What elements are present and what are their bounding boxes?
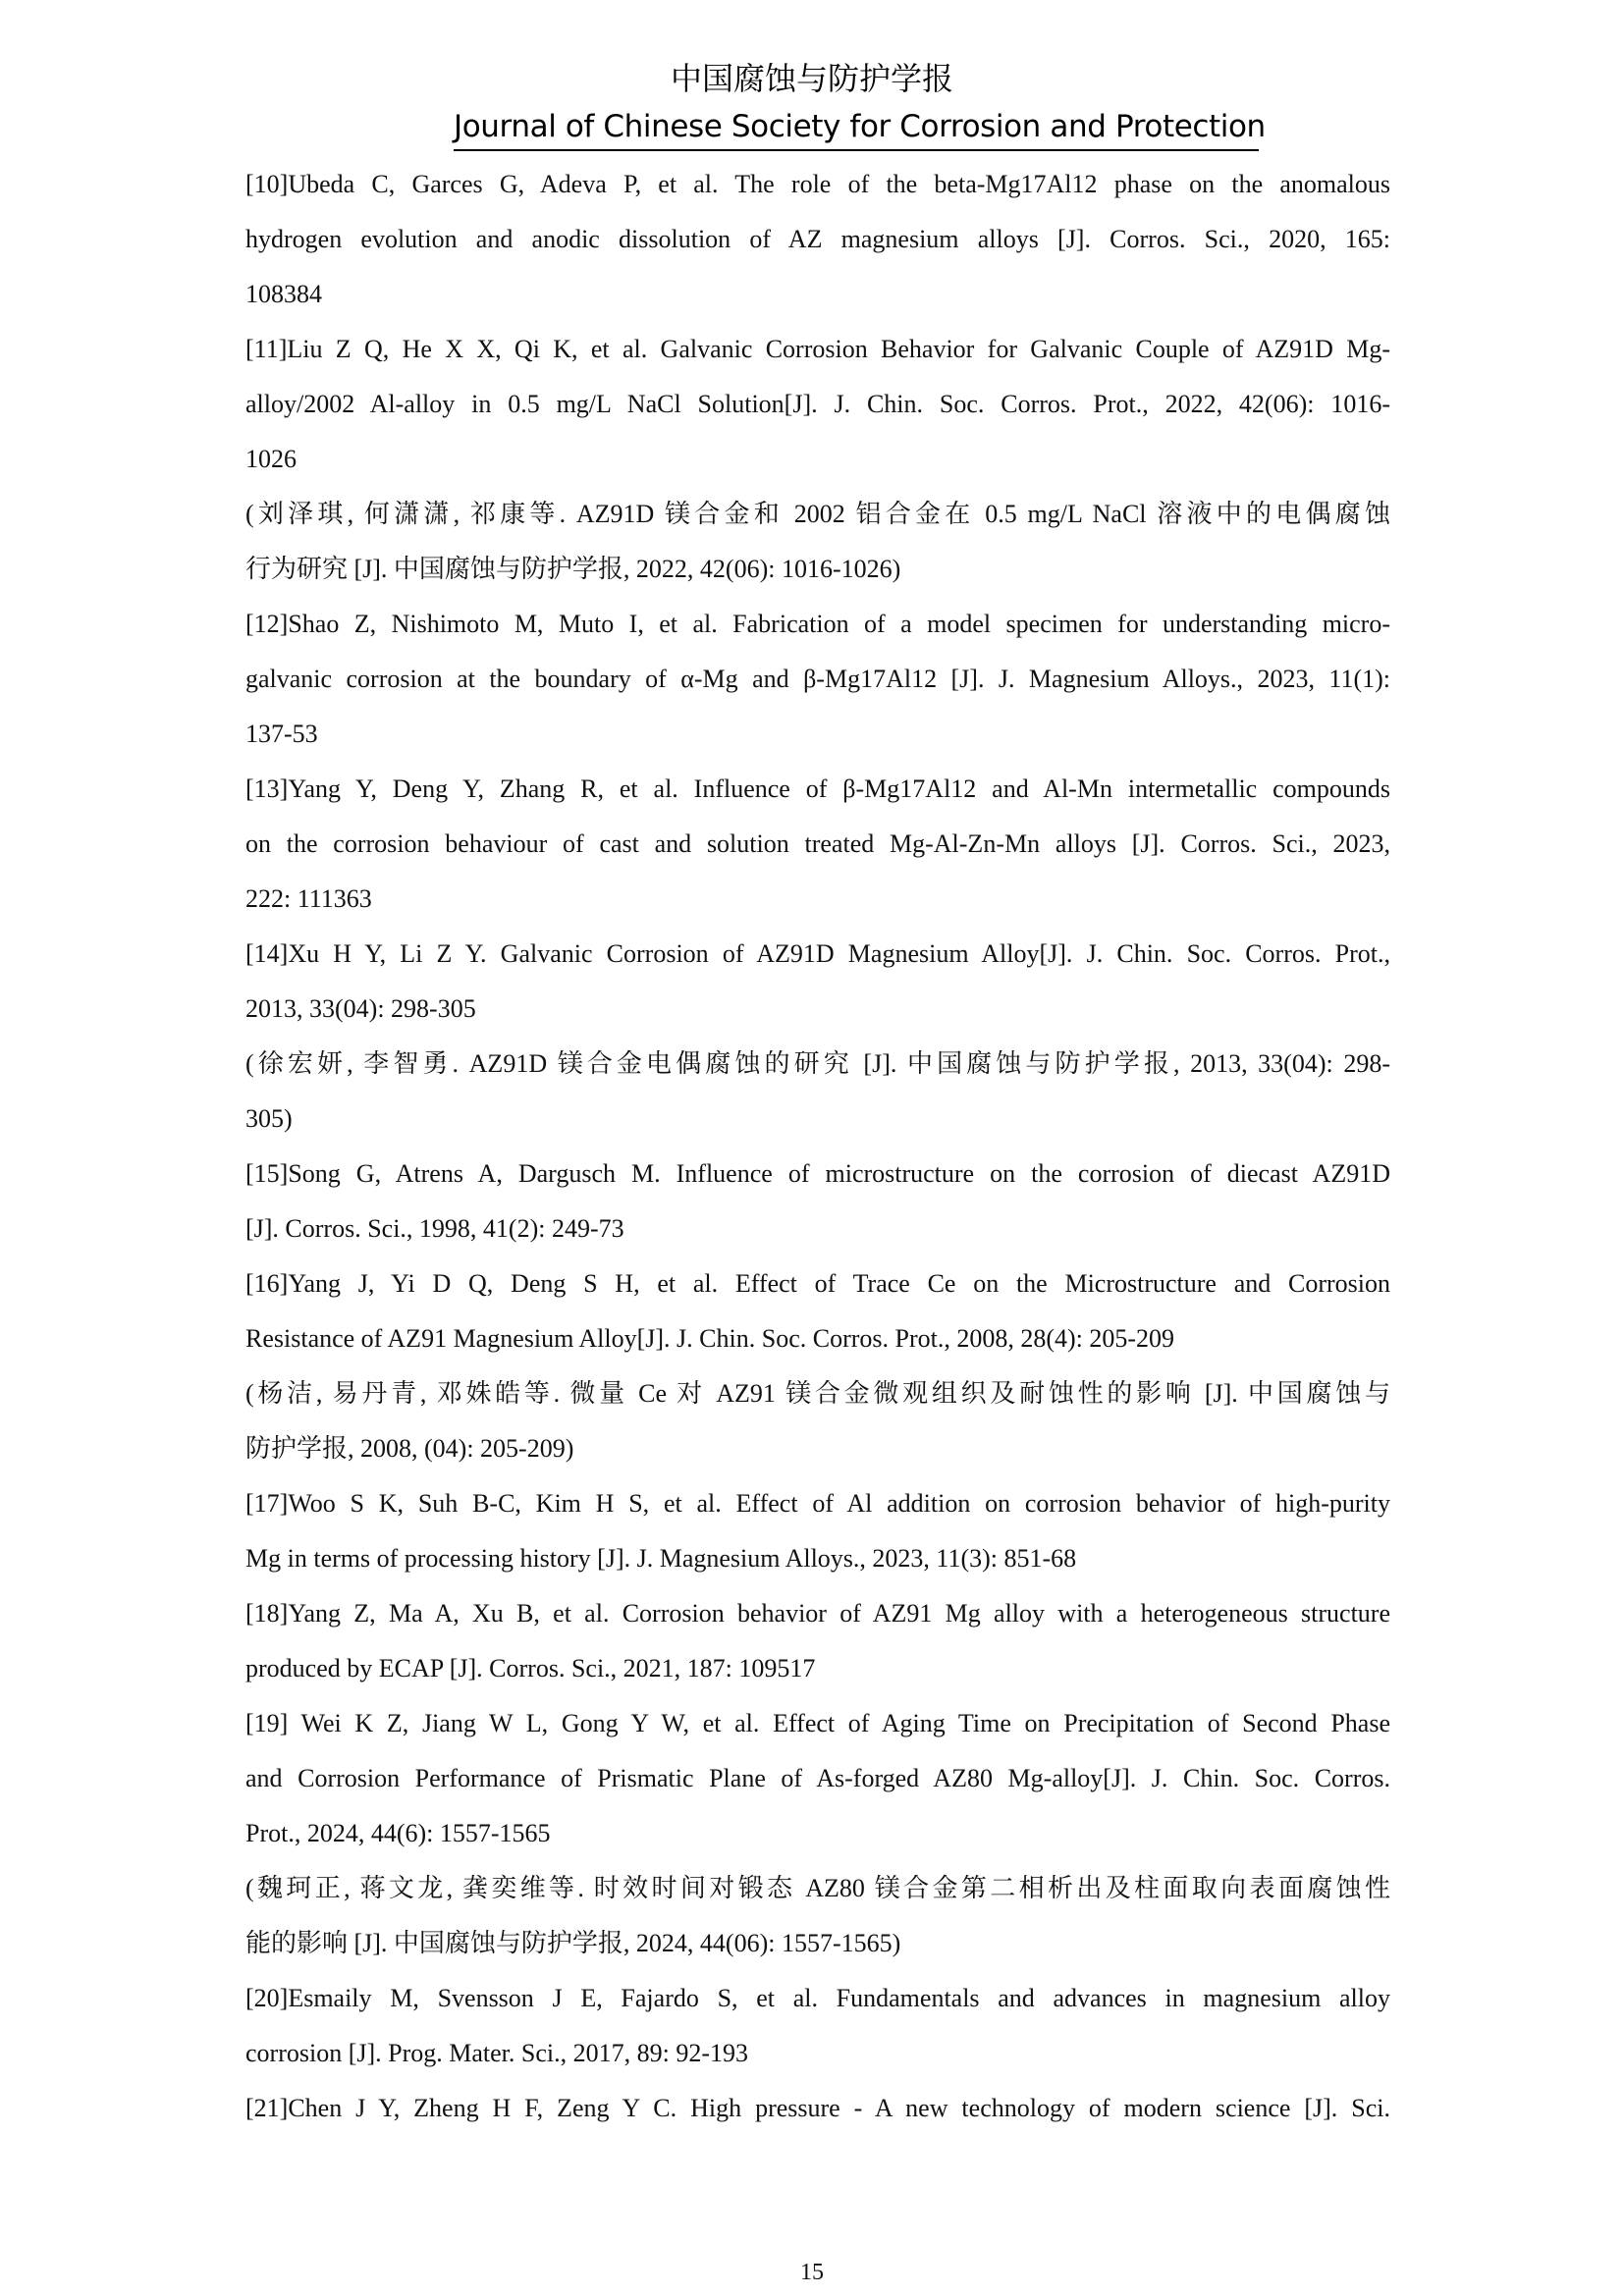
reference-item <box>245 1586 1390 1696</box>
reference-line: [21]Chen J Y, Zheng H F, Zeng Y C. High pressure - A new technology of modern science [J]. Sci. <box>245 2094 1390 2122</box>
reference-item <box>245 1696 1390 1971</box>
reference-line: [13]Yang Y, Deng Y, Zhang R, et al. Influence of β-Mg17Al12 and Al-Mn intermetallic compounds <box>245 774 1390 803</box>
reference-item <box>245 762 1390 927</box>
reference-item <box>245 597 1390 762</box>
reference-line: Mg in terms of processing history [J]. J. Magnesium Alloys., 2023, 11(3): 851-68 <box>245 1544 1077 1573</box>
reference-line: 能的影响 [J]. 中国腐蚀与防护学报, 2024, 44(06): 1557-1565) <box>245 1929 901 1957</box>
reference-line: [17]Woo S K, Suh B-C, Kim H S, et al. Effect of Al addition on corrosion behavior of high-purity <box>245 1489 1390 1518</box>
reference-line: 行为研究 [J]. 中国腐蚀与防护学报, 2022, 42(06): 1016-1026) <box>245 555 901 583</box>
reference-line-chinese: (杨洁, 易丹青, 邓姝皓等. 微量 Ce 对 AZ91 镁合金微观组织及耐蚀性的影响 [J]. 中国腐蚀与 <box>245 1379 1390 1408</box>
reference-line: alloy/2002 Al-alloy in 0.5 mg/L NaCl Solution[J]. J. Chin. Soc. Corros. Prot., 2022, 42(06): 1016- <box>245 390 1390 418</box>
reference-line-chinese: (刘泽琪, 何潇潇, 祁康等. AZ91D 镁合金和 2002 铝合金在 0.5 mg/L NaCl 溶液中的电偶腐蚀 <box>245 500 1390 528</box>
reference-item <box>245 927 1390 1147</box>
reference-line: and Corrosion Performance of Prismatic Plane of As-forged AZ80 Mg-alloy[J]. J. Chin. Soc. Corros. <box>245 1764 1390 1792</box>
reference-line: 108384 <box>245 280 322 308</box>
reference-line: [19] Wei K Z, Jiang W L, Gong Y W, et al. Effect of Aging Time on Precipitation of Second Phase <box>245 1709 1390 1737</box>
reference-item <box>245 1971 1390 2081</box>
page-number: 15 <box>800 2260 824 2285</box>
reference-line: [12]Shao Z, Nishimoto M, Muto I, et al. Fabrication of a model specimen for understanding micro- <box>245 610 1390 638</box>
journal-header <box>0 57 1624 144</box>
reference-item <box>245 1476 1390 1586</box>
reference-line: [11]Liu Z Q, He X X, Qi K, et al. Galvanic Corrosion Behavior for Galvanic Couple of AZ91D Mg- <box>245 335 1390 363</box>
reference-line-chinese: (魏珂正, 蒋文龙, 龚奕维等. 时效时间对锻态 AZ80 镁合金第二相析出及柱面取向表面腐蚀性 <box>245 1874 1390 1902</box>
reference-line-chinese: (徐宏妍, 李智勇. AZ91D 镁合金电偶腐蚀的研究 [J]. 中国腐蚀与防护学报, 2013, 33(04): 298- <box>245 1049 1390 1078</box>
reference-line: on the corrosion behaviour of cast and solution treated Mg-Al-Zn-Mn alloys [J]. Corros. Sci., 2023, <box>245 829 1390 858</box>
reference-line: [15]Song G, Atrens A, Dargusch M. Influence of microstructure on the corrosion of diecast AZ91D <box>245 1159 1390 1188</box>
reference-line: [J]. Corros. Sci., 1998, 41(2): 249-73 <box>245 1214 624 1243</box>
reference-line: produced by ECAP [J]. Corros. Sci., 2021, 187: 109517 <box>245 1654 816 1682</box>
reference-line: [10]Ubeda C, Garces G, Adeva P, et al. The role of the beta-Mg17Al12 phase on the anomalous <box>245 170 1390 198</box>
reference-line: Resistance of AZ91 Magnesium Alloy[J]. J. Chin. Soc. Corros. Prot., 2008, 28(4): 205-209 <box>245 1324 1175 1353</box>
reference-line: 2013, 33(04): 298-305 <box>245 994 476 1023</box>
reference-line: [14]Xu H Y, Li Z Y. Galvanic Corrosion of AZ91D Magnesium Alloy[J]. J. Chin. Soc. Corros. Prot., <box>245 939 1390 968</box>
reference-line: [20]Esmaily M, Svensson J E, Fajardo S, et al. Fundamentals and advances in magnesium alloy <box>245 1984 1390 2012</box>
reference-line: 222: 111363 <box>245 884 372 913</box>
reference-line: galvanic corrosion at the boundary of α-Mg and β-Mg17Al12 [J]. J. Magnesium Alloys., 2023, 11(1): <box>245 665 1390 693</box>
reference-line: [16]Yang J, Yi D Q, Deng S H, et al. Effect of Trace Ce on the Microstructure and Corrosion <box>245 1269 1390 1298</box>
journal-title-chinese: 中国腐蚀与防护学报 <box>670 60 953 97</box>
journal-title-english: Journal of Chinese Society for Corrosion and Protection <box>454 109 1266 144</box>
reference-line: 1026 <box>245 445 297 473</box>
reference-line: 305) <box>245 1104 293 1133</box>
journal-title-english-underline <box>454 104 1266 151</box>
reference-line: [18]Yang Z, Ma A, Xu B, et al. Corrosion behavior of AZ91 Mg alloy with a heterogeneous structure <box>245 1599 1390 1628</box>
reference-item <box>245 2081 1390 2136</box>
reference-item <box>245 1147 1390 1256</box>
reference-line: hydrogen evolution and anodic dissolution of AZ magnesium alloys [J]. Corros. Sci., 2020, 165: <box>245 225 1390 253</box>
reference-line: Prot., 2024, 44(6): 1557-1565 <box>245 1819 551 1847</box>
reference-line: 137-53 <box>245 720 318 748</box>
reference-line: corrosion [J]. Prog. Mater. Sci., 2017, 89: 92-193 <box>245 2039 749 2067</box>
reference-list <box>245 157 1390 2136</box>
reference-item <box>245 1256 1390 1476</box>
reference-item <box>245 322 1390 597</box>
reference-item <box>245 157 1390 322</box>
reference-line: 防护学报, 2008, (04): 205-209) <box>245 1434 574 1463</box>
